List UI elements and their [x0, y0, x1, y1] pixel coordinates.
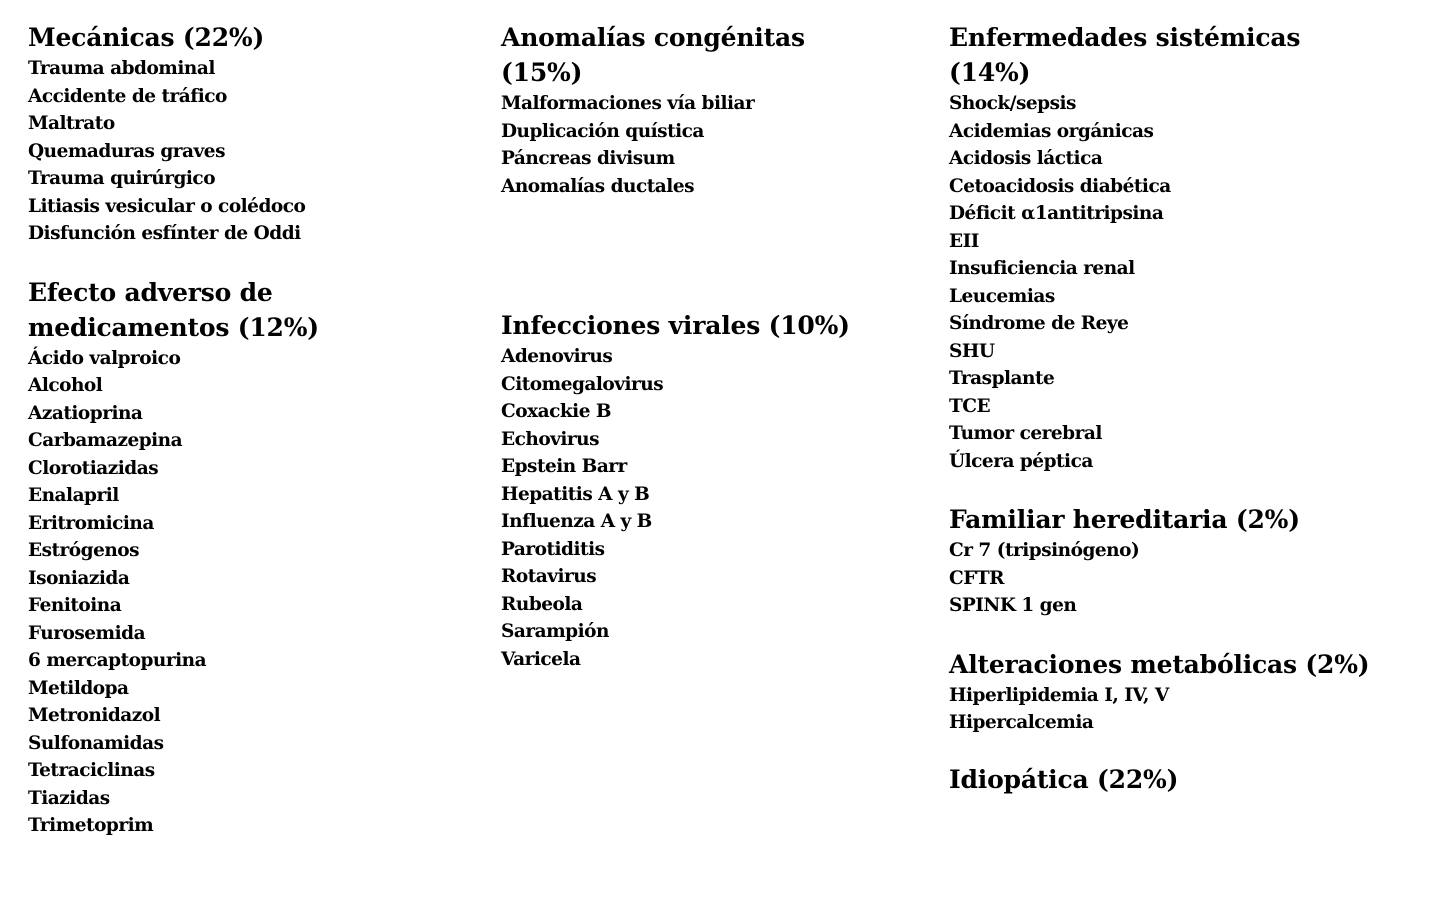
- list-item: Carbamazepina: [28, 430, 183, 451]
- item-list: [949, 537, 1429, 620]
- item-list: [949, 682, 1429, 737]
- list-item: Metildopa: [28, 677, 129, 699]
- section-efecto-adverso-medicamentos: [28, 275, 468, 840]
- section-familiar-hereditaria: [949, 502, 1429, 620]
- list-item: Rubeola: [501, 593, 583, 615]
- list-item: Estrógenos: [28, 540, 140, 561]
- section-infecciones-virales: [501, 308, 921, 673]
- list-item: Cetoacidosis diabética: [949, 175, 1171, 197]
- list-item: Déficit α1antitripsina: [949, 203, 1164, 224]
- list-item: Hepatitis A y B: [501, 483, 650, 505]
- list-item: Malformaciones vía biliar: [501, 93, 755, 114]
- list-item: Trasplante: [949, 368, 1055, 389]
- list-item: Eritromicina: [28, 512, 154, 534]
- list-item: Tetraciclinas: [28, 760, 155, 781]
- list-item: Litiasis vesicular o colédoco: [28, 195, 306, 217]
- list-item: 6 mercaptopurina: [28, 650, 207, 671]
- list-item: Ácido valproico: [28, 347, 181, 369]
- section-title: Idiopática (22%): [949, 764, 1179, 794]
- column-2: [501, 20, 921, 673]
- list-item: Accidente de tráfico: [28, 85, 227, 107]
- section-anomalias-congenitas: [501, 20, 921, 200]
- item-list: [28, 55, 468, 248]
- section-idiopatica: [949, 762, 1429, 797]
- list-item: SHU: [949, 340, 995, 362]
- section-mecanicas: [28, 20, 468, 248]
- list-item: Rotavirus: [501, 566, 597, 587]
- list-item: Influenza A y B: [501, 511, 652, 532]
- list-item: Citomegalovirus: [501, 373, 664, 395]
- section-enfermedades-sistemicas: [949, 20, 1429, 475]
- item-list: [501, 90, 921, 200]
- list-item: Varicela: [501, 648, 581, 670]
- list-item: Disfunción esfínter de Oddi: [28, 223, 301, 244]
- list-item: Cr 7 (tripsinógeno): [949, 540, 1140, 561]
- list-item: Duplicación quística: [501, 120, 704, 142]
- section-title: Anomalías congénitas (15%): [501, 23, 805, 87]
- list-item: Acidemias orgánicas: [949, 120, 1154, 142]
- section-title: Mecánicas (22%): [28, 23, 265, 52]
- list-item: Maltrato: [28, 113, 115, 134]
- list-item: Echovirus: [501, 428, 600, 450]
- list-item: Tiazidas: [28, 787, 110, 809]
- item-list: [501, 343, 921, 673]
- list-item: Insuficiencia renal: [949, 258, 1135, 279]
- list-item: Acidosis láctica: [949, 148, 1103, 169]
- list-item: Epstein Barr: [501, 456, 627, 477]
- list-item: Leucemias: [949, 285, 1055, 307]
- list-item: Sarampión: [501, 621, 609, 642]
- column-3: [949, 20, 1429, 797]
- list-item: Quemaduras graves: [28, 140, 225, 162]
- list-item: Shock/sepsis: [949, 93, 1076, 114]
- list-item: Tumor cerebral: [949, 423, 1102, 444]
- list-item: Azatioprina: [28, 402, 143, 424]
- list-item: Adenovirus: [501, 346, 613, 367]
- list-item: EII: [949, 230, 979, 252]
- list-item: Fenitoina: [28, 595, 122, 616]
- list-item: Coxackie B: [501, 401, 612, 422]
- list-item: Furosemida: [28, 622, 146, 644]
- list-item: Síndrome de Reye: [949, 313, 1129, 334]
- list-item: Alcohol: [28, 375, 103, 396]
- list-item: Trauma abdominal: [28, 58, 215, 79]
- list-item: Parotiditis: [501, 538, 605, 560]
- item-list: [28, 345, 468, 840]
- section-title: Efecto adverso de medicamentos (12%): [28, 277, 319, 342]
- section-title: Familiar hereditaria (2%): [949, 505, 1300, 534]
- list-item: Sulfonamidas: [28, 732, 164, 754]
- list-item: TCE: [949, 395, 991, 417]
- list-item: Úlcera péptica: [949, 450, 1093, 472]
- list-item: Clorotiazidas: [28, 457, 159, 479]
- list-item: Hiperlipidemia I, IV, V: [949, 684, 1169, 706]
- section-title: Infecciones virales (10%): [501, 311, 850, 340]
- section-alteraciones-metabolicas: [949, 647, 1429, 737]
- list-item: CFTR: [949, 567, 1004, 589]
- list-item: Páncreas divisum: [501, 148, 675, 169]
- section-title: Enfermedades sistémicas (14%): [949, 23, 1301, 87]
- column-1: [28, 20, 468, 840]
- list-item: Isoniazida: [28, 567, 130, 589]
- section-title: Alteraciones metabólicas (2%): [949, 649, 1370, 679]
- list-item: Metronidazol: [28, 705, 161, 726]
- list-item: Hipercalcemia: [949, 712, 1094, 733]
- list-item: SPINK 1 gen: [949, 595, 1077, 616]
- item-list: [949, 90, 1429, 475]
- list-item: Trimetoprim: [28, 815, 154, 836]
- list-item: Trauma quirúrgico: [28, 168, 216, 189]
- list-item: Enalapril: [28, 485, 119, 506]
- list-item: Anomalías ductales: [501, 175, 695, 197]
